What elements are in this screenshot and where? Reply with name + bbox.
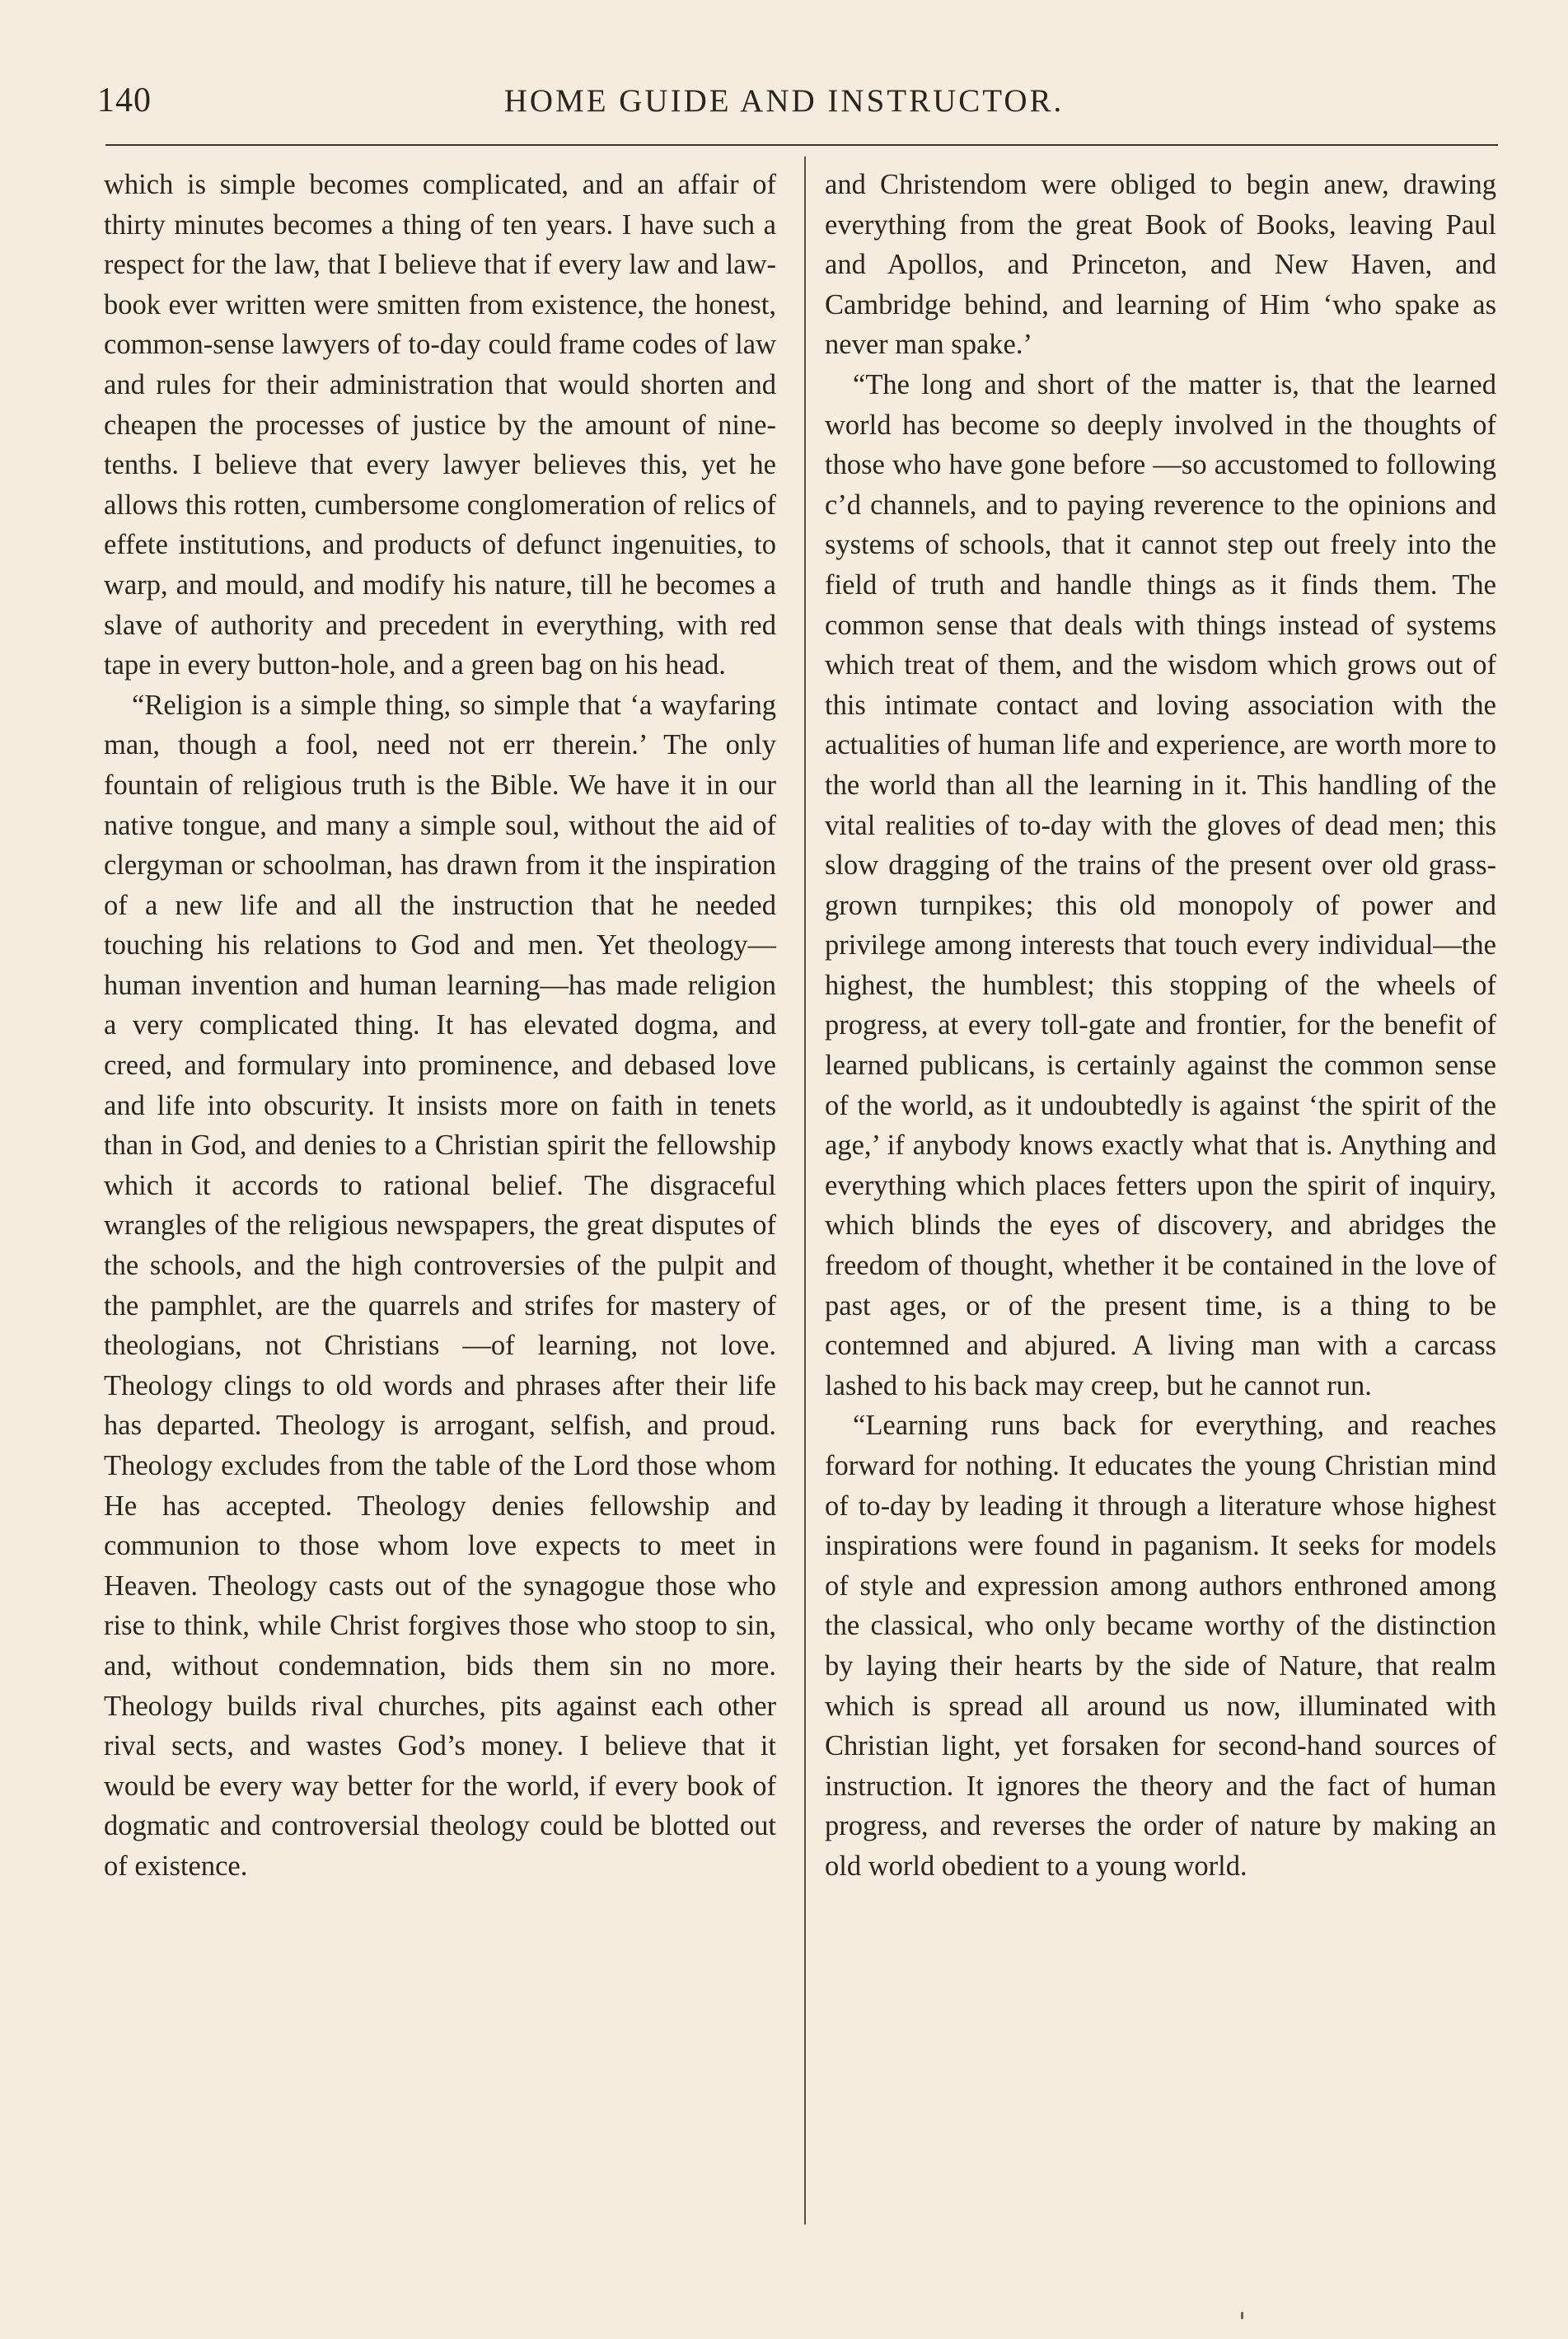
paragraph: and Christendom were obliged to begin anew, drawing everything from the great Book of Books, leaving Paul and Apollos, and Princeton, and New Haven, and Cambridge behind, and learning of Him ‘who spake as never man spake.’ (825, 169, 1496, 361)
page-number: 140 (97, 82, 152, 119)
left-column (104, 165, 776, 1887)
running-title: HOME GUIDE AND INSTRUCTOR. (503, 83, 1065, 119)
header-rule (105, 144, 1498, 146)
column-divider (804, 157, 806, 2224)
paragraph: “Learning runs back for everything, and reaches forward for nothing. It educates the young Christian mind of to-day by leading it through a literature whose highest inspirations were found in paganism. It seeks for models of style and expression among authors enthroned among the classical, who only became worthy of the distinction by laying their hearts by the side of Nature, that realm which is spread all around us now, illuminated with Christian light, yet forsaken for second-hand sources of instruction. It ignores the theory and the fact of human progress, and reverses the order of nature by making an old world obedient to a young world. (825, 1410, 1496, 1882)
print-speck (1241, 2312, 1243, 2319)
paragraph: which is simple becomes complicated, and an affair of thirty minutes becomes a thing of ten years. I have such a respect for the law, that I believe that if every law and law-book ever written were smitten from existence, the honest, common-sense lawyers of to-day could frame codes of law and rules for their administration that would shorten and cheapen the processes of justice by the amount of nine-tenths. I believe that every lawyer believes this, yet he allows this rotten, cumbersome conglomeration of relics of effete institutions, and products of defunct ingenuities, to warp, and mould, and modify his nature, till he becomes a slave of authority and precedent in everything, with red tape in every button-hole, and a green bag on his head. (104, 169, 776, 681)
paragraph: “The long and short of the matter is, that the learned world has become so deeply involved in the thoughts of those who have gone before —so accustomed to following c’d channels, and to paying reverence to the opinions and systems of schools, that it cannot step out freely into the field of truth and handle things as it finds them. The common sense that deals with things instead of systems which treat of them, and the wisdom which grows out of this intimate contact and loving association with the actualities of human life and experience, are worth more to the world than all the learning in it. This handling of the vital realities of to-day with the gloves of dead men; this slow dragging of the trains of the present over old grass-grown turnpikes; this old monopoly of power and privilege among interests that touch every individual—the highest, the humblest; this stopping of the wheels of progress, at every toll-gate and frontier, for the benefit of learned publicans, is certainly against the common sense of the world, as it undoubtedly is against ‘the spirit of the age,’ if anybody knows exactly what that is. Anything and everything which places fetters upon the spirit of inquiry, which blinds the eyes of discovery, and abridges the freedom of thought, whether it be contained in the love of past ages, or of the present time, is a thing to be contemned and abjured. A living man with a carcass lashed to his back may creep, but he cannot run. (825, 368, 1496, 1401)
paragraph: “Religion is a simple thing, so simple that ‘a wayfaring man, though a fool, need not err therein.’ The only fountain of religious truth is the Bible. We have it in our native tongue, and many a simple soul, without the aid of clergyman or schoolman, has drawn from it the inspiration of a new life and all the instruction that he needed touching his relations to God and men. Yet theology—human invention and human learning—has made religion a very complicated thing. It has elevated dogma, and creed, and formulary into prominence, and debased love and life into obscurity. It insists more on faith in tenets than in God, and denies to a Christian spirit the fellowship which it accords to rational belief. The disgraceful wrangles of the religious newspapers, the great disputes of the schools, and the high controversies of the pulpit and the pamphlet, are the quarrels and strifes for mastery of theologians, not Christians —of learning, not love. Theology clings to old words and phrases after their life has departed. Theology is arrogant, selfish, and proud. Theology excludes from the table of the Lord those whom He has accepted. Theology denies fellowship and communion to those whom love expects to meet in Heaven. Theology casts out of the synagogue those who rise to think, while Christ forgives those who stoop to sin, and, without condemnation, bids them sin no more. Theology builds rival churches, pits against each other rival sects, and wastes God’s money. I believe that it would be every way better for the world, if every book of dogmatic and controversial theology could be blotted out of existence. (104, 689, 776, 1882)
right-column (825, 165, 1496, 1887)
